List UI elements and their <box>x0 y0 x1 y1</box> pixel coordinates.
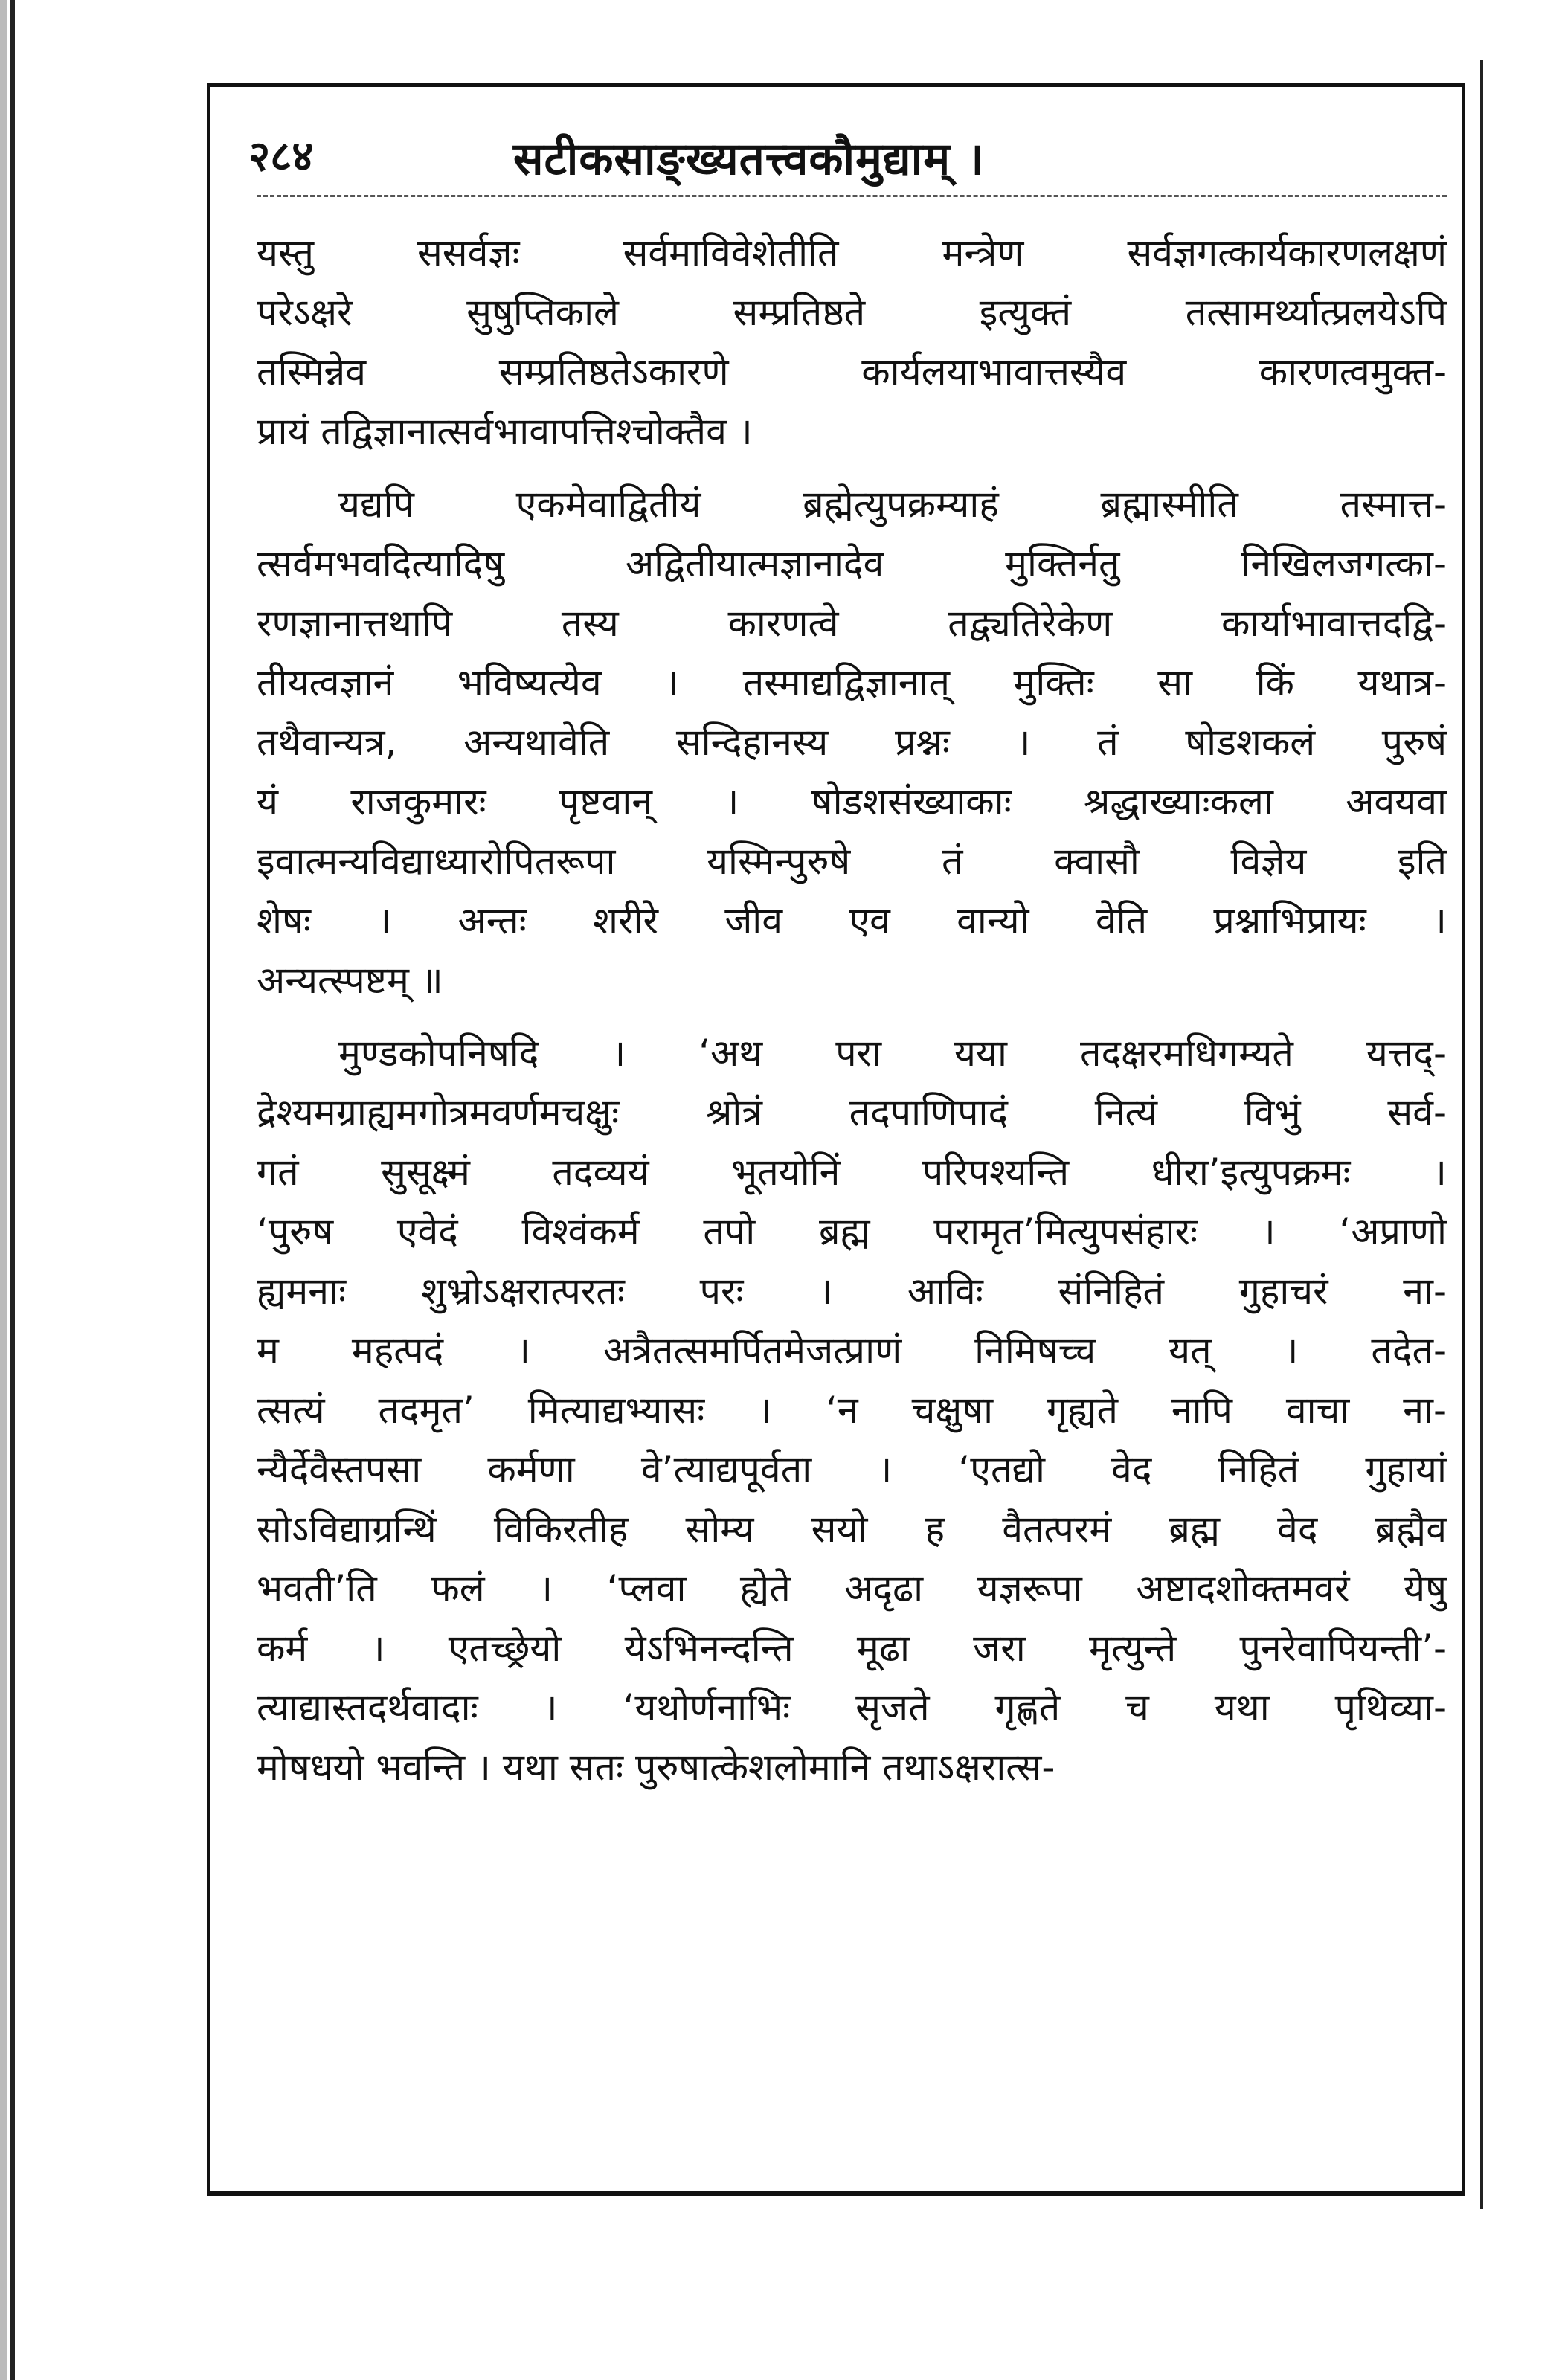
header-rule <box>257 195 1447 197</box>
text-line: ह्यमनाः शुभ्रोऽक्षरात्परतः परः । आविः संनिहितं गुहाचरं ना- <box>257 1270 1447 1313</box>
text-line: त्याद्यास्तदर्थवादाः । ‘यथोर्णनाभिः सृजते गृह्णते च यथा पृथिव्या- <box>257 1686 1447 1729</box>
text-line: द्रेश्यमग्राह्यमगोत्रमवर्णमचक्षुः श्रोत्रं तदपाणिपादं नित्यं विभुं सर्व- <box>257 1091 1447 1134</box>
text-line: भवती’ति फलं । ‘प्लवा ह्येते अदृढा यज्ञरूपा अष्टादशोक्तमवरं येषु <box>257 1567 1447 1610</box>
text-line: ‘पुरुष एवेदं विश्वंकर्म तपो ब्रह्म परामृत’मित्युपसंहारः । ‘अप्राणो <box>257 1210 1447 1253</box>
text-line: परेऽक्षरे सुषुप्तिकाले सम्प्रतिष्ठते इत्युक्तं तत्सामर्थ्यात्प्रलयेऽपि <box>257 291 1447 334</box>
text-line: यं राजकुमारः पृष्टवान् । षोडशसंख्याकाः श्रद्धाख्याःकला अवयवा <box>257 780 1447 823</box>
text-line: तथैवान्यत्र, अन्यथावेति सन्दिहानस्य प्रश्नः । तं षोडशकलं पुरुषं <box>257 721 1447 764</box>
text-line: कर्म । एतच्छ्रेयो येऽभिनन्दन्ति मूढा जरा मृत्युन्ते पुनरेवापियन्ती’- <box>257 1627 1447 1670</box>
text-line: तस्मिन्नेव सम्प्रतिष्ठतेऽकारणे कार्यलयाभावात्तस्यैव कारणत्वमुक्त- <box>257 350 1447 393</box>
text-line: शेषः । अन्तः शरीरे जीव एव वान्यो वेति प्रश्नाभिप्रायः । <box>257 899 1447 942</box>
paragraph <box>257 223 1447 461</box>
text-line: अन्यत्स्पष्टम् ॥ <box>257 959 443 1002</box>
page-binding-shadow <box>0 0 7 2380</box>
page-number: २८४ <box>248 132 314 181</box>
text-line: यद्यपि एकमेवाद्वितीयं ब्रह्मेत्युपक्रम्याहं ब्रह्मास्मीति तस्मात्त- <box>338 483 1447 526</box>
text-line: तीयत्वज्ञानं भविष्यत्येव । तस्माद्यद्विज्ञानात् मुक्तिः सा किं यथात्र- <box>257 661 1447 704</box>
text-line: न्यैर्देवैस्तपसा कर्मणा वे’त्याद्यपूर्वता । ‘एतद्यो वेद निहितं गुहायां <box>257 1448 1447 1491</box>
text-line: रणज्ञानात्तथापि तस्य कारणत्वे तद्व्यतिरेकेण कार्याभावात्तदद्वि- <box>257 602 1447 645</box>
text-line: त्सर्वमभवदित्यादिषु अद्वितीयात्मज्ञानादेव मुक्तिर्नतु निखिलजगत्का- <box>257 542 1447 585</box>
body-text <box>257 223 1447 1797</box>
text-line: प्रायं तद्विज्ञानात्सर्वभावापत्तिश्चोक्तैव । <box>257 410 753 453</box>
paragraph <box>257 1023 1447 1797</box>
text-line: म महत्पदं । अत्रैतत्समर्पितमेजत्प्राणं निमिषच्च यत् । तदेत- <box>257 1329 1447 1372</box>
paragraph <box>257 475 1447 1010</box>
text-line: इवात्मन्यविद्याध्यारोपितरूपा यस्मिन्पुरुषे तं क्वासौ विज्ञेय इति <box>257 840 1447 883</box>
page-header <box>238 123 1458 190</box>
running-title: सटीकसाङ्ख्यतत्त्वकौमुद्याम् । <box>513 133 985 185</box>
text-line: त्सत्यं तदमृत’ मित्याद्यभ्यासः । ‘न चक्षुषा गृह्यते नापि वाचा ना- <box>257 1389 1447 1432</box>
text-line: यस्तु ससर्वज्ञः सर्वमाविवेशेतीति मन्त्रेण सर्वज्ञगत्कार्यकारणलक्षणं <box>257 231 1447 274</box>
text-line: मुण्डकोपनिषदि । ‘अथ परा यया तदक्षरमधिगम्यते यत्तद्- <box>338 1032 1447 1075</box>
page-binding-edge <box>10 0 15 2380</box>
text-line: सोऽविद्याग्रन्थिं विकिरतीह सोम्य सयो ह वैतत्परमं ब्रह्म वेद ब्रह्मैव <box>257 1508 1447 1551</box>
text-line: मोषधयो भवन्ति । यथा सतः पुरुषात्केशलोमानि तथाऽक्षरात्स- <box>257 1746 1055 1789</box>
page-right-edge <box>1480 60 1483 2209</box>
text-line: गतं सुसूक्ष्मं तदव्ययं भूतयोनिं परिपश्यन्ति धीरा’इत्युपक्रमः । <box>257 1151 1447 1194</box>
